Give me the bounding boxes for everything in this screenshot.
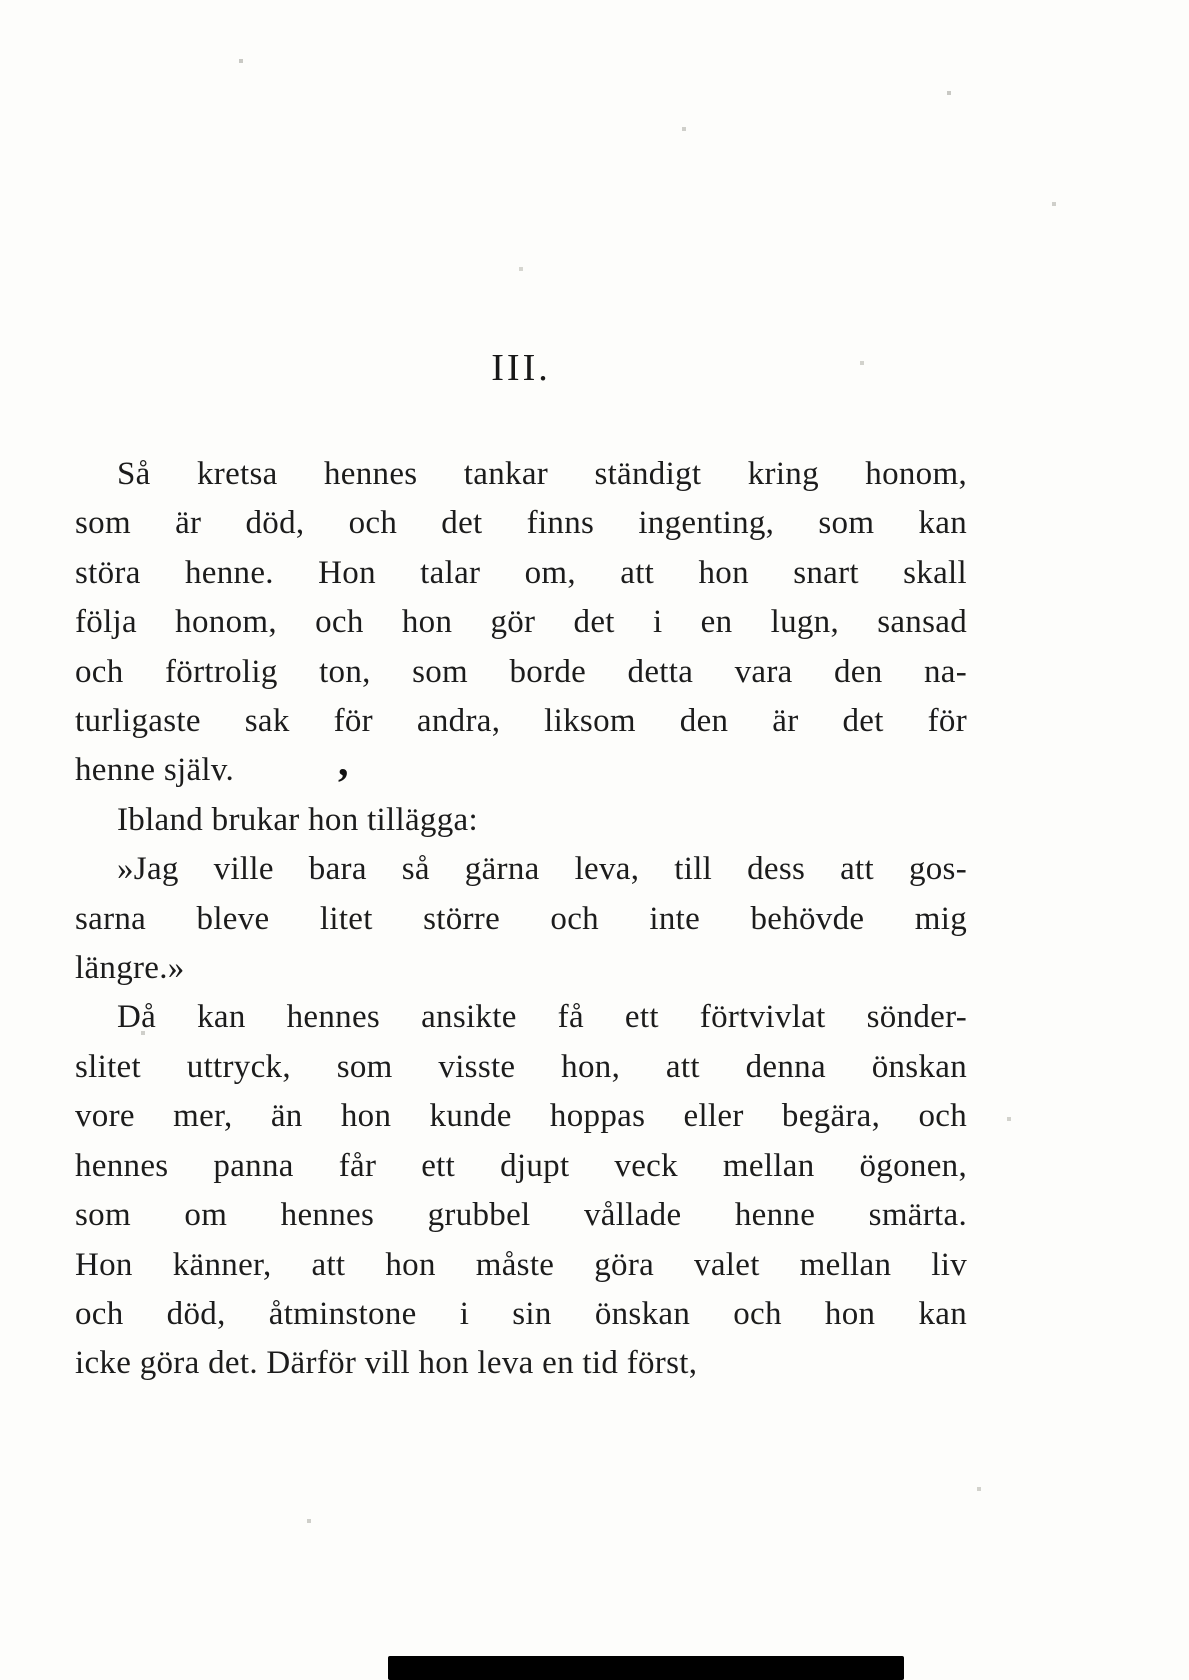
text-line: turligaste sak för andra, liksom den är det för	[75, 703, 967, 740]
chapter-heading: III.	[491, 347, 551, 389]
text-line: Hon känner, att hon måste göra valet mellan liv	[75, 1246, 967, 1283]
text-line: och död, åtminstone i sin önskan och hon kan	[75, 1295, 967, 1332]
text-line: vore mer, än hon kunde hoppas eller begära, och	[75, 1098, 967, 1135]
text-line: »Jag ville bara så gärna leva, till dess att gos-	[117, 851, 967, 888]
scan-artifact-bar	[388, 1656, 904, 1680]
text-line: henne själv.	[75, 752, 235, 789]
text-line: Då kan hennes ansikte få ett förtvivlat sönder-	[117, 999, 967, 1036]
text-line: följa honom, och hon gör det i en lugn, sansad	[75, 604, 967, 641]
text-block	[75, 450, 967, 1389]
scan-specks	[0, 0, 2, 2]
text-line: Så kretsa hennes tankar ständigt kring honom,	[117, 456, 967, 492]
text-line: hennes panna får ett djupt veck mellan ögonen,	[75, 1147, 967, 1184]
text-line: störa henne. Hon talar om, att hon snart skall	[75, 554, 967, 591]
text-line: icke göra det. Därför vill hon leva en tid först,	[75, 1345, 698, 1382]
text-line: som om hennes grubbel vållade henne smärta.	[75, 1197, 967, 1234]
text-line: slitet uttryck, som visste hon, att denna önskan	[75, 1048, 967, 1085]
text-line: som är död, och det finns ingenting, som kan	[75, 505, 967, 542]
text-line: Ibland brukar hon tillägga:	[117, 801, 478, 838]
text-line: längre.»	[75, 950, 185, 987]
text-line: och förtrolig ton, som borde detta vara den na-	[75, 653, 967, 690]
ink-blot-artifact: ,	[338, 739, 349, 785]
text-line: sarna bleve litet större och inte behövde mig	[75, 900, 967, 937]
